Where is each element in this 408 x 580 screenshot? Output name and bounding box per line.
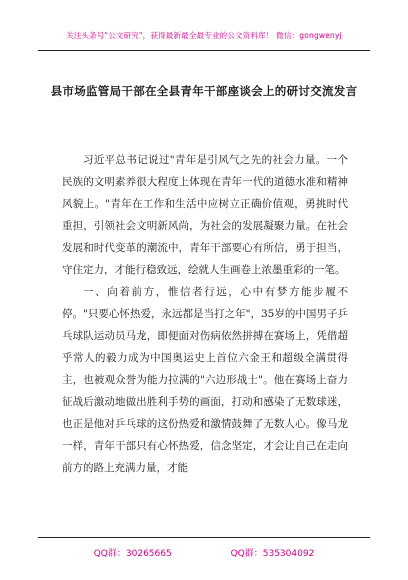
document-title: 县市场监管局干部在全县青年干部座谈会上的研讨交流发言 bbox=[50, 84, 358, 98]
footer-qq-group-1: QQ群：30265665 bbox=[93, 549, 172, 559]
page-header bbox=[38, 18, 370, 51]
header-promo-text: 关注头条号"公文研究"，获得最新最全最专业的公文资料库！ 微信：gongwenyj bbox=[66, 31, 342, 40]
footer-contact bbox=[38, 546, 370, 559]
page-footer bbox=[38, 537, 370, 562]
body-paragraph: 一、向着前方，惟信者行远，心中有梦方能步履不停。"只要心怀热爱，永远都是当打之年"，35岁的中国男子乒乓球队运动员马龙，即便面对伤病依然拼搏在赛场上，凭借超乎常人的毅力成为中国奥运史上首位六金王和超级全满贯得主，也被观众誉为能力拉满的"六边形战士"。他在赛场上奋力征战后激动地做出胜利手势的画面，打动和感染了无数球迷，也正是他对乒乓球的这份热爱和激情鼓舞了无数人心。像马龙一样，青年干部只有心怀热爱，信念坚定，才会让自己在走向前方的路上充满力量，才能 bbox=[62, 286, 348, 474]
document-body bbox=[62, 149, 348, 479]
body-paragraph: 习近平总书记说过"青年是引风气之先的社会力量。一个民族的文明素养很大程度上体现在青年一代的道德水准和精神风貌上。"青年在工作和生活中应树立正确价值观，勇挑时代重担，引领社会文明新风尚，为社会的发展凝聚力量。在社会发展和时代变革的潮流中，青年干部要心有所信，勇于担当，守住定力，才能行稳致远，绘就人生画卷上浓墨重彩的一笔。 bbox=[62, 154, 348, 276]
footer-qq-group-2: QQ群：535304092 bbox=[230, 549, 315, 559]
